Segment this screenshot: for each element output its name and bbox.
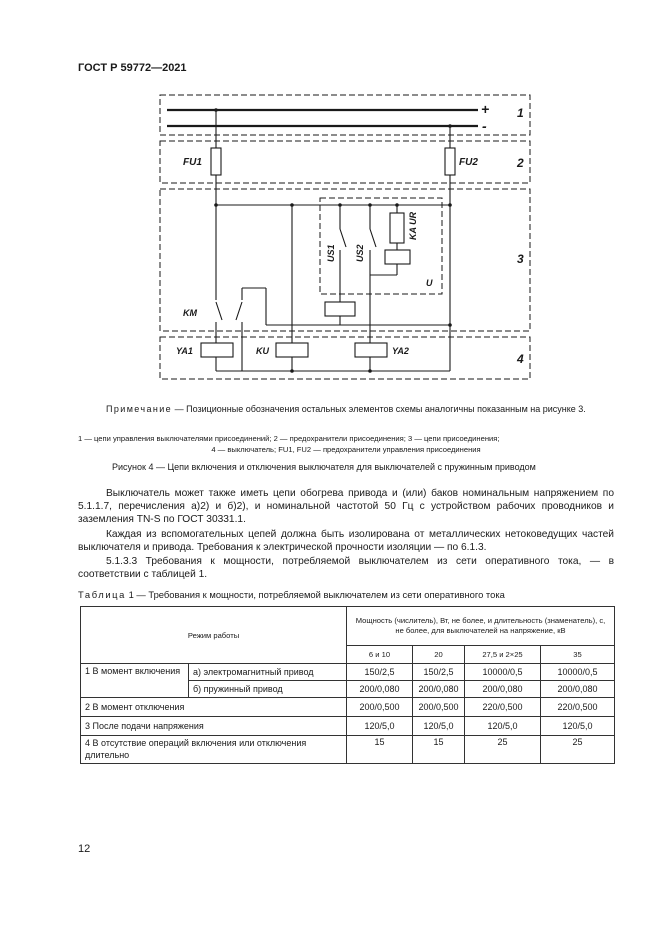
bus-minus-sign: - (482, 118, 487, 134)
note-label: Примечание (106, 404, 173, 414)
figure-legend (78, 434, 614, 455)
relay-ka-ur (390, 213, 404, 243)
cell-mode: 3 После подачи напряжения (81, 717, 347, 736)
table-caption-text: 1 — Требования к мощности, потребляемой выключателем из сети оперативного тока (125, 589, 505, 600)
cell-value: 150/2,5 (347, 664, 413, 681)
header-voltage-1: 6 и 10 (347, 646, 413, 664)
cell-value: 200/0,080 (465, 681, 541, 698)
label-ku: KU (256, 346, 269, 356)
header-voltage-4: 35 (541, 646, 615, 664)
cell-value: 200/0,080 (413, 681, 465, 698)
power-requirements-table (80, 606, 615, 764)
legend-line-1: 1 — цепи управления выключателями присоединений; 2 — предохранители присоединения; 3 — цепи присоединения; (78, 434, 500, 443)
coil-ku (276, 343, 308, 357)
label-ya1: YA1 (176, 346, 193, 356)
cell-value: 220/0,500 (465, 698, 541, 717)
relay-coil-lower (325, 302, 355, 316)
page-number: 12 (78, 843, 91, 855)
header-power: Мощность (числитель), Вт, не более, и длительность (знаменатель), с, не более, для выключателей на напряжение, кВ (347, 607, 615, 646)
paragraph-insulation: Каждая из вспомогательных цепей должна быть изолирована от металлических нетоковедущих частей выключателя и привода. Требования к электрической прочности изоляции — по 6.1.3. (78, 529, 614, 554)
header-mode: Режим работы (81, 607, 347, 664)
cell-submode: б) пружинный привод (189, 681, 347, 698)
document-standard-header: ГОСТ Р 59772—2021 (78, 62, 187, 74)
cell-mode: 1 В момент включения (81, 664, 189, 698)
cell-submode: а) электромагнитный привод (189, 664, 347, 681)
cell-value: 15 (347, 736, 413, 764)
label-fu2: FU2 (459, 157, 478, 168)
table-caption-label: Таблица (78, 589, 126, 600)
note-text: — Позиционные обозначения остальных элементов схемы аналогичны показанным на рисунке 3. (172, 404, 586, 414)
cell-value: 25 (541, 736, 615, 764)
label-ya2: YA2 (392, 346, 409, 356)
cell-value: 10000/0,5 (465, 664, 541, 681)
coil-ya2 (355, 343, 387, 357)
table-row (81, 664, 615, 681)
header-voltage-2: 20 (413, 646, 465, 664)
table-row (81, 736, 615, 764)
cell-value: 200/0,500 (413, 698, 465, 717)
zone-number-3: 3 (517, 252, 524, 266)
cell-value: 150/2,5 (413, 664, 465, 681)
label-u: U (426, 278, 433, 288)
cell-value: 200/0,500 (347, 698, 413, 717)
bus-plus-sign: + (481, 101, 490, 117)
label-ka-ur: KA UR (408, 211, 418, 240)
cell-value: 25 (465, 736, 541, 764)
cell-value: 120/5,0 (413, 717, 465, 736)
coil-ya1 (201, 343, 233, 357)
label-fu1: FU1 (183, 157, 202, 168)
figure-note (78, 403, 614, 415)
cell-value: 120/5,0 (347, 717, 413, 736)
paragraph-heating: Выключатель может также иметь цепи обогрева привода и (или) баков номинальным напряжением по 5.1.1.7, перечисления а)2) и б)2), и номинальной частотой 50 Гц с устройством рабочих проводников и заземления TN-S по ГОСТ 30331.1. (78, 488, 614, 526)
cell-value: 220/0,500 (541, 698, 615, 717)
label-us2: US2 (355, 244, 365, 262)
figure-caption: Рисунок 4 — Цепи включения и отключения выключателя для выключателей с пружинным приводом (112, 462, 536, 472)
table-caption (78, 589, 505, 600)
zone-number-1: 1 (517, 106, 524, 120)
bus-lines (167, 110, 478, 126)
cell-mode: 4 В отсутствие операций включения или отключения длительно (81, 736, 347, 764)
legend-line-2: 4 — выключатель; FU1, FU2 — предохранители управления присоединения (211, 444, 481, 454)
fuse-fu2 (445, 148, 455, 175)
cell-value: 10000/0,5 (541, 664, 615, 681)
paragraph-power-requirements: 5.1.3.3 Требования к мощности, потребляемой выключателем из сети оперативного тока, — в соответствии с таблицей 1. (78, 556, 614, 581)
cell-value: 200/0,080 (541, 681, 615, 698)
header-voltage-3: 27,5 и 2×25 (465, 646, 541, 664)
zone-number-4: 4 (517, 352, 524, 366)
cell-value: 200/0,080 (347, 681, 413, 698)
cell-value: 120/5,0 (541, 717, 615, 736)
relay-coil (385, 250, 410, 264)
cell-mode: 2 В момент отключения (81, 698, 347, 717)
label-km: KM (183, 308, 197, 318)
label-us1: US1 (326, 244, 336, 262)
fuse-fu1 (211, 148, 221, 175)
circuit-diagram (0, 0, 661, 400)
cell-value: 15 (413, 736, 465, 764)
cell-value: 120/5,0 (465, 717, 541, 736)
zone-number-2: 2 (517, 156, 524, 170)
relay-unit-frame (320, 198, 442, 294)
table-row (81, 717, 615, 736)
table-row (81, 698, 615, 717)
